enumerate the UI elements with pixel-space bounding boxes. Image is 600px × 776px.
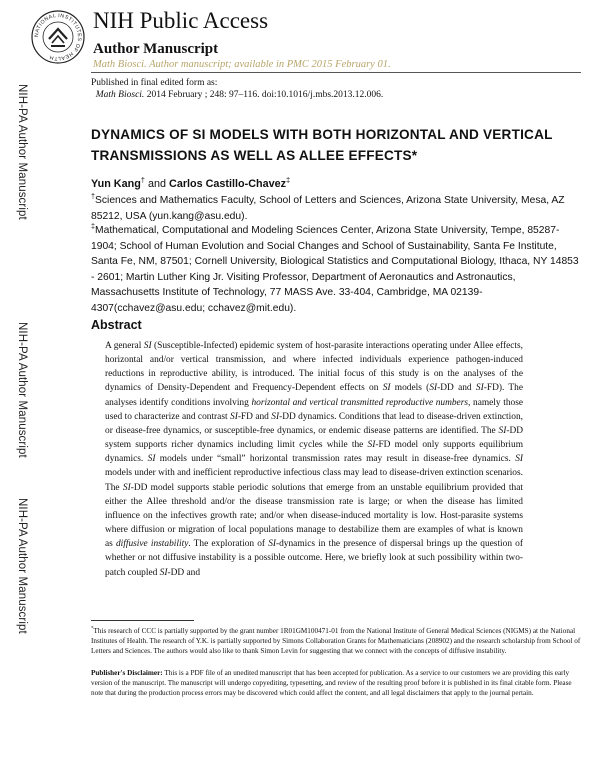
logo-ring-text: NATIONAL INSTITUTES OF HEALTH	[33, 12, 83, 62]
header-title: NIH Public Access	[93, 8, 269, 33]
abstract-text: A general	[105, 341, 144, 351]
author-line	[91, 177, 290, 191]
footnote-divider	[91, 620, 194, 621]
abstract-em: SI	[429, 383, 438, 394]
abstract-em: SI	[382, 383, 391, 394]
abstract-text: -DD and	[437, 383, 476, 394]
abstract-text: models (	[390, 383, 430, 394]
abstract-em: SI	[147, 454, 156, 465]
abstract-text: -dynamics in the presence of dispersal brings up the question of whether or not diffusive instability is a possible outcome. Here, we briefly look at such possibility within two-patch coupled	[105, 539, 523, 578]
abstract-em: diffusive instability	[115, 539, 189, 550]
abstract-em: SI	[230, 411, 238, 422]
author-2-mark: ‡	[286, 175, 291, 185]
funding-footnote	[91, 627, 581, 657]
author-1: Yun Kang	[91, 178, 141, 190]
abstract-em: SI	[367, 440, 376, 451]
abstract-text: -DD model supports stable periodic solutions that emerge from an unstable equilibrium provided that either the Allee threshold and/or the disease transmission rate is large; or when the disease has limited influence on the infectives growth rate; and/or when disease-induced mortality is low. Host-parasite systems where diffusion or migration of local populations manage to destabilize them are examples of what is known as	[105, 482, 523, 550]
abstract-text: -FD and	[237, 411, 272, 422]
disclaimer-label: Publisher's Disclaimer:	[91, 669, 163, 677]
abstract-em: SI	[143, 341, 152, 351]
header-subtitle: Author Manuscript	[93, 41, 219, 57]
abstract-em: SI	[498, 425, 507, 436]
abstract-text: -DD dynamics. Conditions that lead to disease-driven extinction, or disease-free dynamics, or susceptible-free dynamics, or endemic disease patterns are identified. The	[105, 411, 523, 436]
abstract-em: horizontal and vertical transmitted reproductive numbers	[251, 397, 469, 408]
citation-details: 2014 February ; 248: 97–116. doi:10.1016/j.mbs.2013.12.006.	[144, 90, 384, 100]
footnote-mark: *	[91, 626, 94, 632]
abstract-text: -FD). The analyses identify conditions involving	[105, 383, 524, 408]
abstract-em: SI	[122, 482, 131, 493]
abstract-em: SI	[159, 567, 168, 578]
abstract-text: -FD model only supports equilibrium dynamics.	[105, 440, 523, 465]
abstract-text: -DD system supports richer dynamics including limit cycles while the	[105, 425, 523, 451]
journal-note-journal: Math Biosci.	[93, 59, 147, 70]
abstract-em: SI	[475, 383, 484, 394]
journal-availability-note	[93, 59, 391, 70]
published-label: Published in final edited form as:	[91, 78, 218, 88]
abstract-text: models under “small” horizontal transmission rates may result in disease-free dynamics.	[155, 454, 516, 465]
affiliation-2-mark: ‡	[91, 221, 96, 231]
citation-line	[91, 89, 383, 101]
abstract-em: SI	[515, 454, 523, 465]
author-joiner: and	[145, 178, 170, 190]
abstract-text: (Susceptible-Infected) epidemic system of host-parasite interactions operating under Allee effects, horizontal and/or vertical transmission, and where infected individuals experience pathogen-induced reductions in reproductive ability, is introduced. The initial focus of this study is on the analyses of the dynamics of Density-Dependent and Frequency-Dependent effects on	[105, 341, 524, 394]
header-divider	[91, 72, 581, 73]
abstract-em: SI	[271, 411, 280, 422]
footnote-text: This research of CCC is partially supported by the grant number 1R01GM100471-01 from the National Institute of General Medical Sciences (NIGMS) at the National Institutes of Health. The research of Y.K. is partially supported by Simons Collaboration Grants for Mathematicians (208902) and the research scholarship from School of Letters and Sciences. The authors would also like to thank Simon Levin for suggesting that we connect with the concepts of diffusive instability.	[91, 627, 581, 655]
abstract-text: models under with and inefficient reproductive infectious class may lead to disease-driven extinction scenarios. The	[105, 468, 523, 493]
citation-journal: Math Biosci.	[95, 90, 145, 100]
abstract-body	[105, 339, 523, 580]
side-label-bottom: NIH-PA Author Manuscript	[16, 498, 28, 634]
paper-title: DYNAMICS OF SI MODELS WITH BOTH HORIZONTAL AND VERTICAL TRANSMISSIONS AS WELL AS ALLEE EFFECTS*	[91, 127, 553, 163]
author-2: Carlos Castillo-Chavez	[169, 178, 287, 190]
side-label-top: NIH-PA Author Manuscript	[16, 84, 28, 220]
abstract-em: SI	[268, 539, 276, 550]
journal-note-rest: Author manuscript; available in PMC 2015 February 01.	[146, 59, 391, 70]
side-label-middle: NIH-PA Author Manuscript	[16, 322, 28, 458]
publisher-disclaimer	[91, 669, 581, 699]
abstract-heading: Abstract	[91, 318, 142, 332]
nih-logo	[30, 9, 86, 65]
affiliation-2	[91, 223, 581, 317]
affiliation-1	[91, 193, 581, 224]
disclaimer-text: This is a PDF file of an unedited manuscript that has been accepted for publication. As a service to our customers we are providing this early version of the manuscript. The manuscript will undergo copyediting, typesetting, and review of the resulting proof before it is published in its final citable form. Please note that during the production process errors may be discovered which could affect the content, and all legal disclaimers that apply to the journal pertain.	[91, 669, 572, 697]
affiliation-2-text: Mathematical, Computational and Modeling Sciences Center, Arizona State University, Tempe, 85287-1904; School of Human Evolution and Social Changes and School of Sustainability, Santa Fe Institute, Santa Fe, NM, 87501; Cornell University, Biological Statistics and Computational Biology, Ithaca, NY 14853 - 2601; Martin Luther King Jr. Visiting Professor, Department of Aeronautics and Astronautics, Massachusetts Institute of Technology, 77 MASS Ave. 33-404, Cambridge, MA 02139-4307(cchavez@asu.edu; cchavez@mit.edu).	[91, 225, 579, 314]
abstract-text: -DD and	[167, 567, 201, 578]
affiliation-1-mark: †	[91, 191, 96, 201]
affiliation-1-text: Sciences and Mathematics Faculty, School of Letters and Sciences, Arizona State University, Mesa, AZ 85212, USA (yun.kang@asu.edu).	[91, 195, 565, 222]
abstract-text: . The exploration of	[188, 539, 269, 550]
abstract-text: , namely those used to characterize and contrast	[105, 397, 524, 422]
author-1-mark: †	[140, 175, 145, 185]
